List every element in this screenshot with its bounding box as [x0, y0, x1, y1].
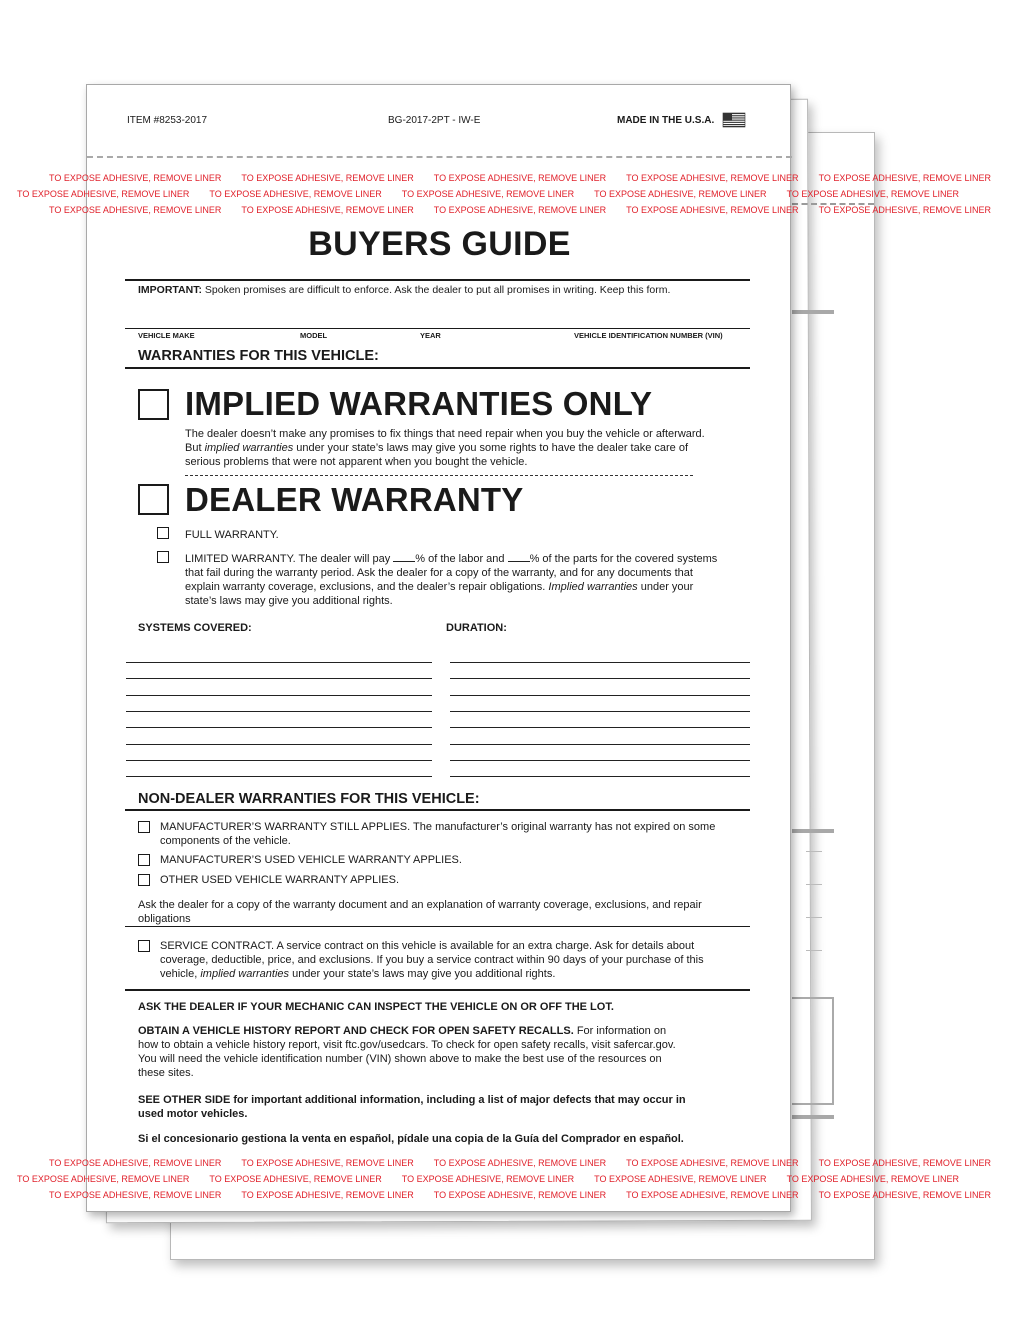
divider [125, 367, 750, 369]
adhesive-liner-row: TO EXPOSE ADHESIVE, REMOVE LINER TO EXPOSE ADHESIVE, REMOVE LINER TO EXPOSE ADHESIVE, REMOVE LINER TO EXPOSE ADHESIVE, REMOVE LINER TO EXPOSE ADHESIVE, REMOVE LINER [49, 173, 991, 183]
divider [125, 328, 750, 329]
duration-line[interactable] [450, 727, 750, 728]
divider [125, 279, 750, 281]
duration-line[interactable] [450, 662, 750, 663]
mfr-used-warranty-text: MANUFACTURER’S USED VEHICLE WARRANTY APPLIES. [160, 854, 462, 866]
duration-line[interactable] [450, 776, 750, 777]
vehicle-history-note: OBTAIN A VEHICLE HISTORY REPORT AND CHECK FOR OPEN SAFETY RECALLS. For information on how to obtain a vehicle history report, visit ftc.gov/usedcars. To check for open safety recalls, visit safercar.gov. You will need the vehicle identification number (VIN) shown above to make the best use of the resources on these sites. [138, 1025, 676, 1079]
systems-covered-label: SYSTEMS COVERED: [138, 622, 252, 634]
mfr-warranty-still-applies-checkbox[interactable] [138, 821, 150, 833]
adhesive-liner-row: TO EXPOSE ADHESIVE, REMOVE LINER TO EXPOSE ADHESIVE, REMOVE LINER TO EXPOSE ADHESIVE, REMOVE LINER TO EXPOSE ADHESIVE, REMOVE LINER TO EXPOSE ADHESIVE, REMOVE LINER [49, 205, 991, 215]
made-in-usa: MADE IN THE U.S.A. [617, 115, 715, 126]
back-sheet-line [806, 851, 822, 852]
duration-line[interactable] [450, 695, 750, 696]
important-notice: IMPORTANT: Spoken promises are difficult to enforce. Ask the dealer to put all promises in writing. Keep this form. [138, 284, 671, 296]
systems-covered-line[interactable] [126, 776, 432, 777]
service-contract-text: SERVICE CONTRACT. A service contract on this vehicle is available for an extra charge. Ask for details about coverage, deductible, price, and exclusions. If you buy a service contract within 90 days of your purchase of this vehicle, implied warranties under your state’s laws may give you additional rights. [160, 940, 704, 980]
mfr-used-warranty-checkbox[interactable] [138, 854, 150, 866]
duration-line[interactable] [450, 744, 750, 745]
labor-percent-blank[interactable] [393, 552, 415, 562]
parts-percent-blank[interactable] [508, 552, 530, 562]
full-warranty-checkbox[interactable] [157, 527, 169, 539]
back-sheet-rule [792, 829, 834, 833]
limited-warranty-checkbox[interactable] [157, 551, 169, 563]
back-sheet-rule [792, 1115, 834, 1119]
see-other-side-note: SEE OTHER SIDE for important additional information, including a list of major defects that may occur in used motor vehicles. [138, 1094, 686, 1120]
item-number: ITEM #8253-2017 [127, 115, 208, 126]
vehicle-make-label: VEHICLE MAKE [138, 331, 195, 340]
perforation-line [87, 156, 792, 158]
mechanic-inspection-note: ASK THE DEALER IF YOUR MECHANIC CAN INSPECT THE VEHICLE ON OR OFF THE LOT. [138, 1001, 614, 1013]
us-flag-icon [723, 113, 745, 127]
other-used-warranty-checkbox[interactable] [138, 874, 150, 886]
duration-line[interactable] [450, 760, 750, 761]
systems-covered-line[interactable] [126, 744, 432, 745]
duration-line[interactable] [450, 711, 750, 712]
implied-warranties-title: IMPLIED WARRANTIES ONLY [185, 385, 653, 422]
service-contract-checkbox[interactable] [138, 940, 150, 952]
back-sheet-box [792, 997, 834, 1105]
systems-covered-line[interactable] [126, 711, 432, 712]
dealer-warranty-title: DEALER WARRANTY [185, 481, 524, 518]
systems-covered-line[interactable] [126, 662, 432, 663]
divider [125, 809, 750, 811]
duration-line[interactable] [450, 678, 750, 679]
year-label: YEAR [420, 331, 441, 340]
systems-covered-line[interactable] [126, 760, 432, 761]
adhesive-liner-row: TO EXPOSE ADHESIVE, REMOVE LINER TO EXPOSE ADHESIVE, REMOVE LINER TO EXPOSE ADHESIVE, REMOVE LINER TO EXPOSE ADHESIVE, REMOVE LINER TO EXPOSE ADHESIVE, REMOVE LINER [17, 1174, 959, 1184]
buyers-guide-sheet [17, 84, 991, 1212]
adhesive-liner-row: TO EXPOSE ADHESIVE, REMOVE LINER TO EXPOSE ADHESIVE, REMOVE LINER TO EXPOSE ADHESIVE, REMOVE LINER TO EXPOSE ADHESIVE, REMOVE LINER TO EXPOSE ADHESIVE, REMOVE LINER [49, 1190, 991, 1200]
non-dealer-heading: NON-DEALER WARRANTIES FOR THIS VEHICLE: [138, 791, 480, 807]
page-title: BUYERS GUIDE [308, 225, 571, 263]
vin-label: VEHICLE IDENTIFICATION NUMBER (VIN) [574, 331, 723, 340]
limited-warranty-text: LIMITED WARRANTY. The dealer will pay % of the labor and % of the parts for the covered systems that fail during the warranty period. Ask the dealer for a copy of the warranty, and for any documents that explain warranty coverage, exclusions, and the dealer’s repair obligations. Implied warranties under your state’s laws may give you additional rights. [185, 553, 718, 607]
section-separator [185, 475, 693, 476]
form-code: BG-2017-2PT - IW-E [388, 115, 481, 126]
systems-covered-line[interactable] [126, 695, 432, 696]
full-warranty-label: FULL WARRANTY. [185, 529, 279, 541]
systems-covered-line[interactable] [126, 727, 432, 728]
duration-label: DURATION: [446, 622, 507, 634]
dealer-warranty-checkbox[interactable] [138, 484, 169, 515]
systems-covered-line[interactable] [126, 678, 432, 679]
mfr-warranty-still-applies-text: MANUFACTURER’S WARRANTY STILL APPLIES. The manufacturer’s original warranty has not expired on some components of the vehicle. [160, 821, 716, 847]
divider [125, 926, 750, 927]
adhesive-liner-row: TO EXPOSE ADHESIVE, REMOVE LINER TO EXPOSE ADHESIVE, REMOVE LINER TO EXPOSE ADHESIVE, REMOVE LINER TO EXPOSE ADHESIVE, REMOVE LINER TO EXPOSE ADHESIVE, REMOVE LINER [49, 1158, 991, 1168]
adhesive-liner-row: TO EXPOSE ADHESIVE, REMOVE LINER TO EXPOSE ADHESIVE, REMOVE LINER TO EXPOSE ADHESIVE, REMOVE LINER TO EXPOSE ADHESIVE, REMOVE LINER TO EXPOSE ADHESIVE, REMOVE LINER [17, 189, 959, 199]
back-sheet-line [806, 917, 822, 918]
back-sheet-rule [792, 310, 834, 314]
back-sheet-line [806, 884, 822, 885]
model-label: MODEL [300, 331, 328, 340]
warranty-document-note: Ask the dealer for a copy of the warranty document and an explanation of warranty coverage, exclusions, and repair obligations [138, 899, 702, 925]
other-used-warranty-text: OTHER USED VEHICLE WARRANTY APPLIES. [160, 874, 400, 886]
spanish-note: Si el concesionario gestiona la venta en español, pídale una copia de la Guía del Comprador en español. [138, 1133, 684, 1145]
back-sheet-line [806, 950, 822, 951]
warranties-heading: WARRANTIES FOR THIS VEHICLE: [138, 348, 379, 364]
divider [125, 989, 750, 991]
implied-warranties-text: The dealer doesn’t make any promises to fix things that need repair when you buy the vehicle or afterward. But implied warranties under your state’s laws may give you some rights to have the dealer take care of serious problems that were not apparent when you bought the vehicle. [185, 428, 705, 468]
implied-warranties-checkbox[interactable] [138, 389, 169, 420]
